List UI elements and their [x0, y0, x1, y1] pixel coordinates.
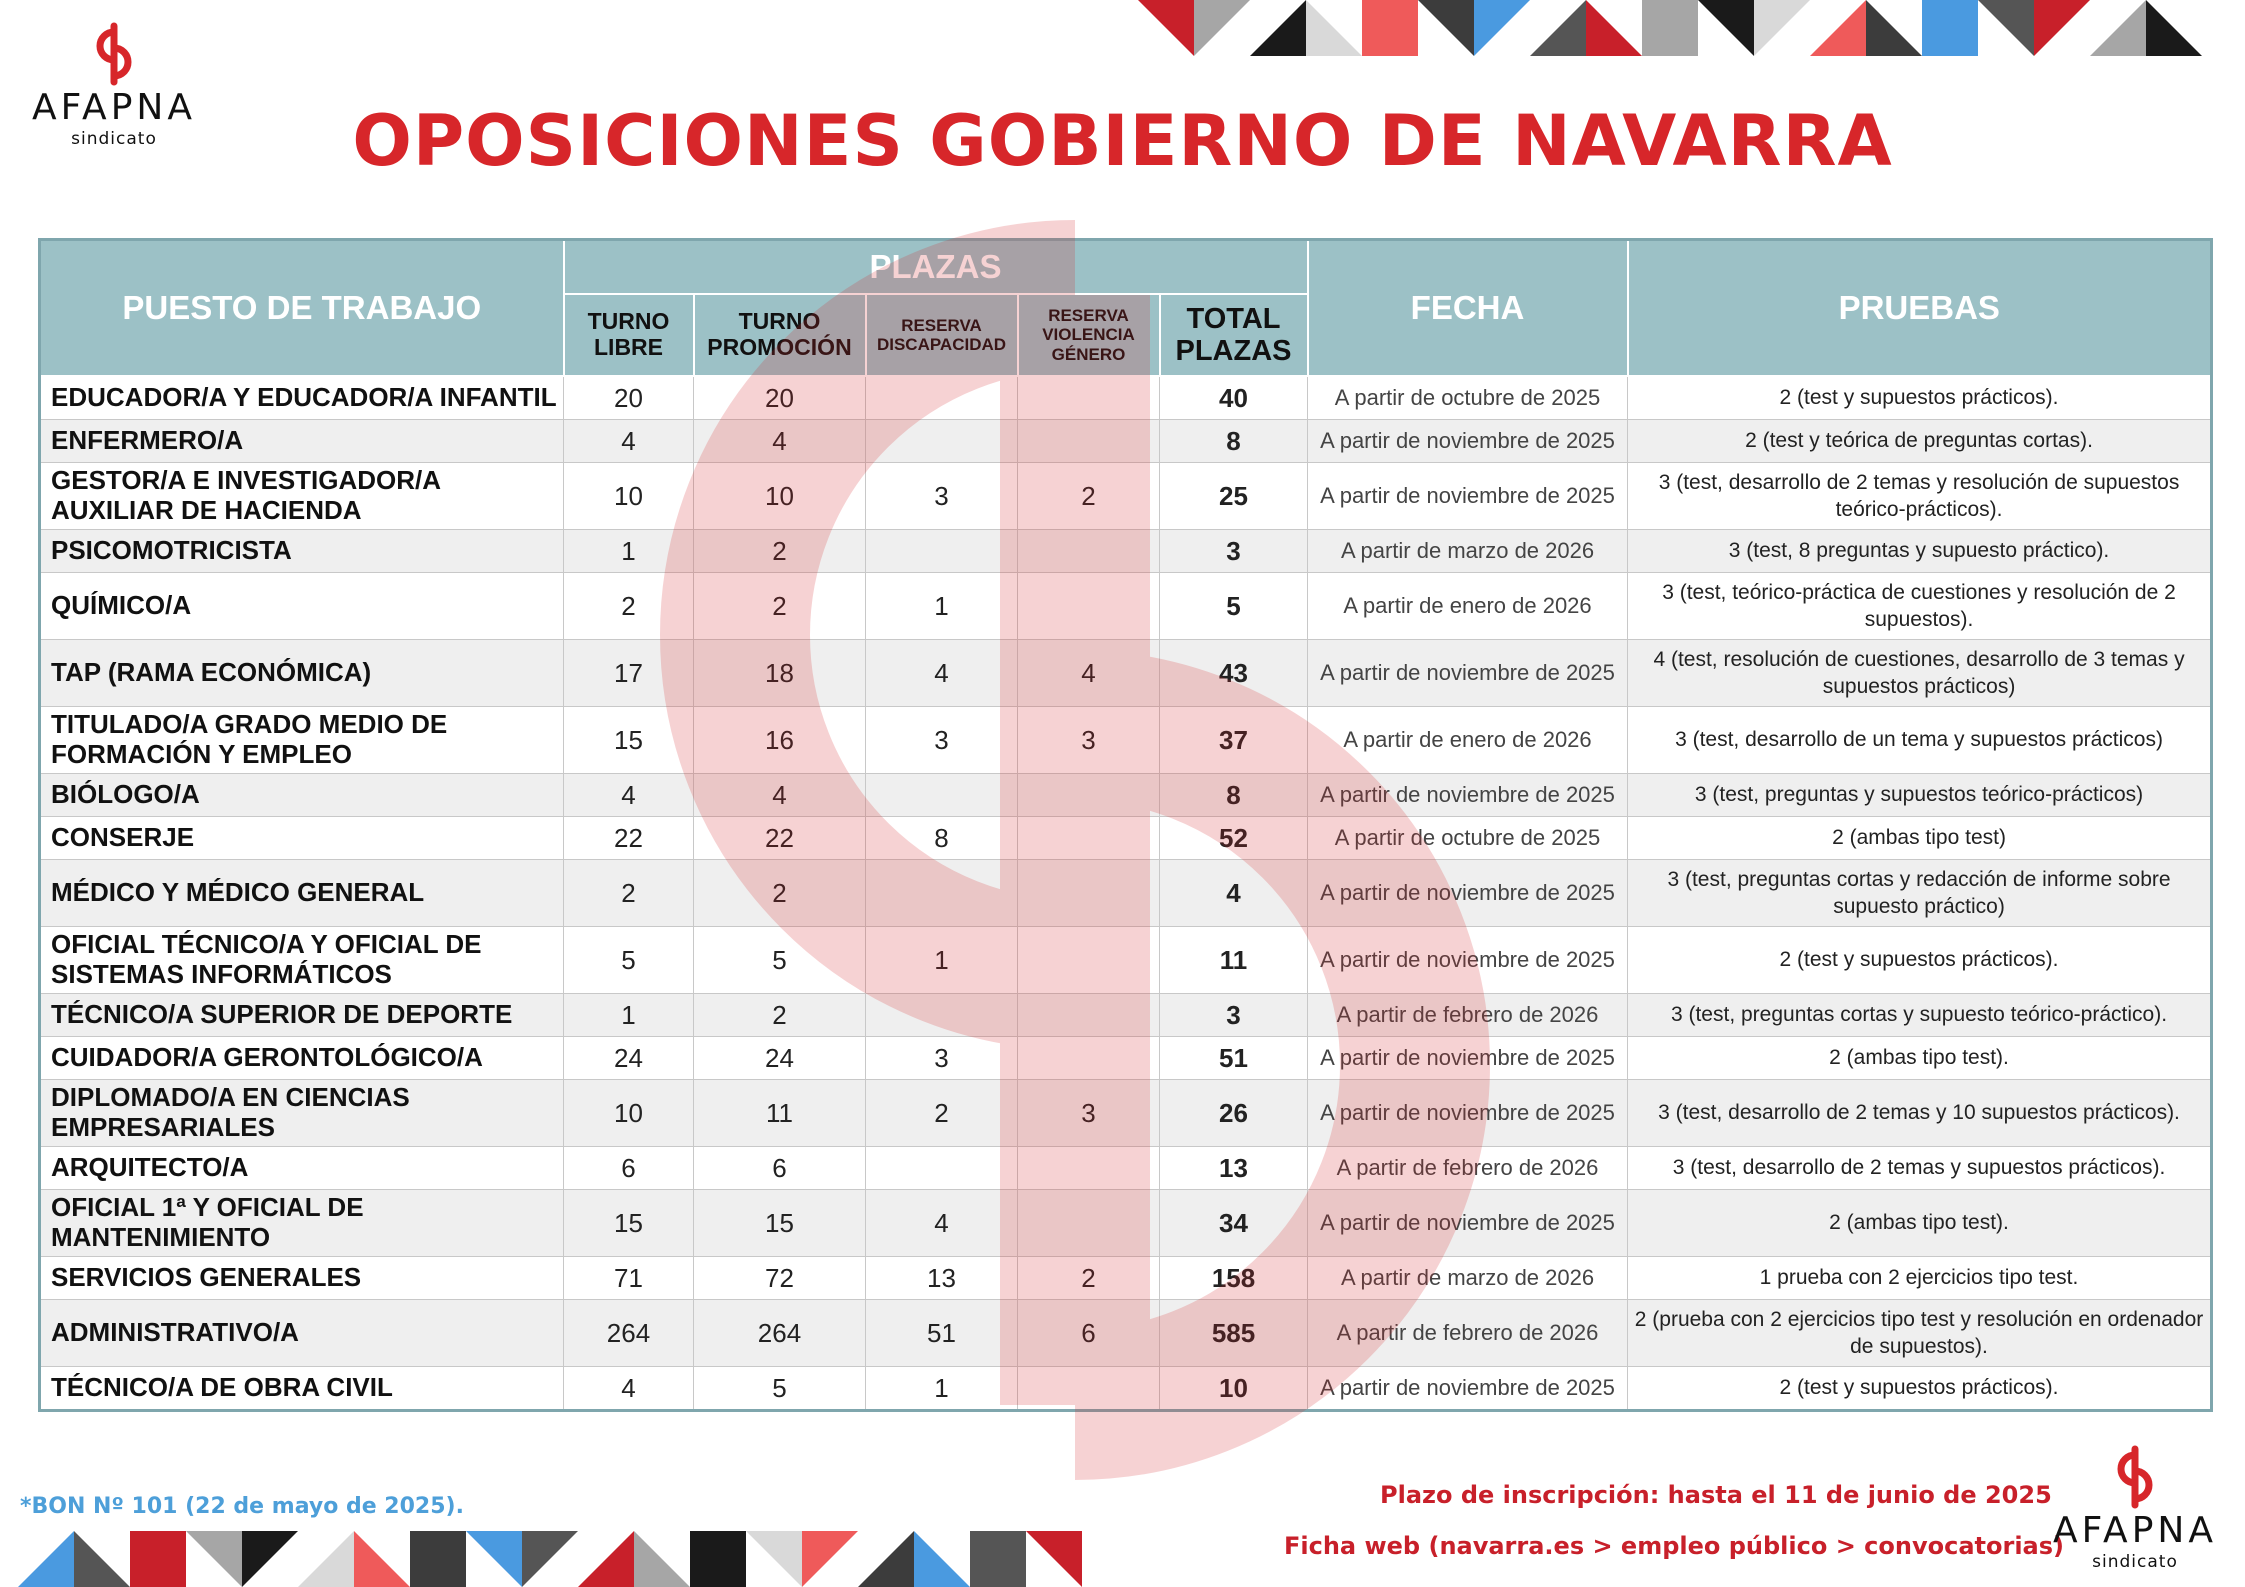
cell-pruebas: 3 (test, desarrollo de 2 temas y 10 supuestos prácticos). — [1628, 1080, 2212, 1147]
cell-reserva-violencia — [1018, 530, 1160, 573]
decorative-tile — [1698, 0, 1754, 56]
cell-fecha: A partir de noviembre de 2025 — [1308, 1037, 1628, 1080]
cell-pruebas: 1 prueba con 2 ejercicios tipo test. — [1628, 1257, 2212, 1300]
table-row — [40, 1257, 2212, 1300]
cell-turno-libre: 20 — [564, 376, 694, 420]
afapna-emblem-icon — [2103, 1445, 2167, 1509]
cell-reserva-violencia — [1018, 927, 1160, 994]
cell-fecha: A partir de febrero de 2026 — [1308, 1300, 1628, 1367]
cell-pruebas: 2 (test y teórica de preguntas cortas). — [1628, 420, 2212, 463]
table-row — [40, 420, 2212, 463]
cell-reserva-discapacidad: 3 — [866, 707, 1018, 774]
decorative-triangle-strip-bottom — [18, 1531, 1082, 1587]
cell-pruebas: 2 (ambas tipo test) — [1628, 817, 2212, 860]
cell-job: MÉDICO Y MÉDICO GENERAL — [40, 860, 564, 927]
cell-turno-libre: 1 — [564, 530, 694, 573]
decorative-tile — [242, 1531, 298, 1587]
cell-turno-promocion: 2 — [694, 530, 866, 573]
cell-turno-libre: 4 — [564, 420, 694, 463]
table-row — [40, 927, 2212, 994]
cell-turno-promocion: 20 — [694, 376, 866, 420]
header-job: PUESTO DE TRABAJO — [40, 240, 564, 377]
decorative-tile — [18, 1531, 74, 1587]
cell-fecha: A partir de noviembre de 2025 — [1308, 1190, 1628, 1257]
table-row — [40, 817, 2212, 860]
cell-turno-libre: 15 — [564, 1190, 694, 1257]
cell-turno-libre: 10 — [564, 1080, 694, 1147]
cell-turno-promocion: 5 — [694, 1367, 866, 1411]
decorative-tile — [1642, 0, 1698, 56]
cell-reserva-discapacidad: 13 — [866, 1257, 1018, 1300]
decorative-tile — [2034, 0, 2090, 56]
cell-reserva-discapacidad: 3 — [866, 463, 1018, 530]
cell-total: 3 — [1160, 530, 1308, 573]
header-pruebas: PRUEBAS — [1628, 240, 2212, 377]
cell-job: OFICIAL TÉCNICO/A Y OFICIAL DE SISTEMAS INFORMÁTICOS — [40, 927, 564, 994]
cell-turno-promocion: 11 — [694, 1080, 866, 1147]
decorative-tile — [1250, 0, 1306, 56]
logo-brand: AFAPNA — [2053, 1510, 2217, 1551]
cell-turno-promocion: 24 — [694, 1037, 866, 1080]
cell-total: 43 — [1160, 640, 1308, 707]
cell-reserva-discapacidad: 8 — [866, 817, 1018, 860]
cell-turno-promocion: 4 — [694, 420, 866, 463]
table-row — [40, 707, 2212, 774]
cell-total: 11 — [1160, 927, 1308, 994]
cell-turno-libre: 15 — [564, 707, 694, 774]
decorative-tile — [298, 1531, 354, 1587]
cell-turno-libre: 6 — [564, 1147, 694, 1190]
table-row — [40, 994, 2212, 1037]
cell-reserva-violencia — [1018, 573, 1160, 640]
cell-reserva-discapacidad — [866, 994, 1018, 1037]
cell-turno-libre: 2 — [564, 860, 694, 927]
table-row — [40, 1367, 2212, 1411]
cell-reserva-violencia: 3 — [1018, 1080, 1160, 1147]
decorative-tile — [354, 1531, 410, 1587]
cell-turno-libre: 5 — [564, 927, 694, 994]
decorative-tile — [74, 1531, 130, 1587]
cell-job: CUIDADOR/A GERONTOLÓGICO/A — [40, 1037, 564, 1080]
decorative-tile — [2146, 0, 2202, 56]
cell-job: OFICIAL 1ª Y OFICIAL DE MANTENIMIENTO — [40, 1190, 564, 1257]
decorative-tile — [1866, 0, 1922, 56]
cell-reserva-violencia: 3 — [1018, 707, 1160, 774]
decorative-tile — [1754, 0, 1810, 56]
cell-fecha: A partir de enero de 2026 — [1308, 573, 1628, 640]
table-row — [40, 1300, 2212, 1367]
cell-total: 13 — [1160, 1147, 1308, 1190]
cell-fecha: A partir de febrero de 2026 — [1308, 1147, 1628, 1190]
table-row — [40, 640, 2212, 707]
cell-turno-promocion: 2 — [694, 860, 866, 927]
inscription-deadline: Plazo de inscripción: hasta el 11 de junio de 2025 — [1380, 1481, 2052, 1509]
cell-turno-promocion: 2 — [694, 573, 866, 640]
cell-reserva-violencia: 6 — [1018, 1300, 1160, 1367]
cell-turno-promocion: 10 — [694, 463, 866, 530]
cell-fecha: A partir de enero de 2026 — [1308, 707, 1628, 774]
decorative-tile — [858, 1531, 914, 1587]
cell-job: QUÍMICO/A — [40, 573, 564, 640]
cell-fecha: A partir de noviembre de 2025 — [1308, 1080, 1628, 1147]
decorative-tile — [1138, 0, 1194, 56]
logo-brand: AFAPNA — [32, 87, 196, 128]
table-row — [40, 376, 2212, 420]
cell-reserva-violencia — [1018, 1190, 1160, 1257]
decorative-tile — [1978, 0, 2034, 56]
cell-turno-promocion: 2 — [694, 994, 866, 1037]
cell-turno-promocion: 22 — [694, 817, 866, 860]
cell-turno-libre: 4 — [564, 1367, 694, 1411]
cell-total: 585 — [1160, 1300, 1308, 1367]
cell-reserva-discapacidad: 4 — [866, 640, 1018, 707]
cell-total: 37 — [1160, 707, 1308, 774]
cell-total: 25 — [1160, 463, 1308, 530]
afapna-emblem-icon — [82, 22, 146, 86]
cell-fecha: A partir de octubre de 2025 — [1308, 817, 1628, 860]
cell-job: TÉCNICO/A SUPERIOR DE DEPORTE — [40, 994, 564, 1037]
cell-job: SERVICIOS GENERALES — [40, 1257, 564, 1300]
decorative-tile — [130, 1531, 186, 1587]
cell-pruebas: 4 (test, resolución de cuestiones, desarrollo de 3 temas y supuestos prácticos) — [1628, 640, 2212, 707]
decorative-tile — [1362, 0, 1418, 56]
cell-fecha: A partir de noviembre de 2025 — [1308, 774, 1628, 817]
cell-fecha: A partir de febrero de 2026 — [1308, 994, 1628, 1037]
cell-total: 5 — [1160, 573, 1308, 640]
cell-reserva-discapacidad: 1 — [866, 1367, 1018, 1411]
cell-pruebas: 3 (test, desarrollo de 2 temas y supuestos prácticos). — [1628, 1147, 2212, 1190]
cell-turno-libre: 264 — [564, 1300, 694, 1367]
cell-total: 3 — [1160, 994, 1308, 1037]
cell-reserva-violencia — [1018, 1037, 1160, 1080]
oposiciones-table — [38, 238, 2213, 1412]
cell-reserva-violencia — [1018, 860, 1160, 927]
cell-total: 52 — [1160, 817, 1308, 860]
cell-pruebas: 2 (prueba con 2 ejercicios tipo test y resolución en ordenador de supuestos). — [1628, 1300, 2212, 1367]
cell-turno-libre: 24 — [564, 1037, 694, 1080]
cell-pruebas: 3 (test, 8 preguntas y supuesto práctico). — [1628, 530, 2212, 573]
table-row — [40, 573, 2212, 640]
cell-reserva-violencia: 2 — [1018, 1257, 1160, 1300]
cell-pruebas: 2 (ambas tipo test). — [1628, 1190, 2212, 1257]
decorative-tile — [1530, 0, 1586, 56]
cell-reserva-violencia — [1018, 420, 1160, 463]
cell-reserva-violencia — [1018, 376, 1160, 420]
cell-pruebas: 2 (test y supuestos prácticos). — [1628, 927, 2212, 994]
decorative-tile — [1418, 0, 1474, 56]
header-reserva-violencia-genero: RESERVA VIOLENCIA GÉNERO — [1018, 294, 1160, 376]
cell-turno-promocion: 16 — [694, 707, 866, 774]
cell-turno-promocion: 15 — [694, 1190, 866, 1257]
header-total-plazas: TOTAL PLAZAS — [1160, 294, 1308, 376]
cell-job: PSICOMOTRICISTA — [40, 530, 564, 573]
cell-job: GESTOR/A E INVESTIGADOR/A AUXILIAR DE HACIENDA — [40, 463, 564, 530]
decorative-tile — [1922, 0, 1978, 56]
decorative-tile — [914, 1531, 970, 1587]
afapna-logo-bottom — [2040, 1445, 2230, 1572]
cell-total: 8 — [1160, 774, 1308, 817]
cell-reserva-discapacidad: 1 — [866, 573, 1018, 640]
table-row — [40, 1147, 2212, 1190]
decorative-tile — [1026, 1531, 1082, 1587]
cell-reserva-violencia — [1018, 1147, 1160, 1190]
header-turno-promocion: TURNO PROMOCIÓN — [694, 294, 866, 376]
cell-reserva-violencia: 4 — [1018, 640, 1160, 707]
decorative-tile — [1306, 0, 1362, 56]
cell-turno-promocion: 18 — [694, 640, 866, 707]
cell-pruebas: 3 (test, preguntas cortas y supuesto teórico-práctico). — [1628, 994, 2212, 1037]
cell-turno-promocion: 6 — [694, 1147, 866, 1190]
cell-total: 158 — [1160, 1257, 1308, 1300]
cell-turno-libre: 71 — [564, 1257, 694, 1300]
cell-pruebas: 3 (test, preguntas y supuestos teórico-prácticos) — [1628, 774, 2212, 817]
cell-fecha: A partir de noviembre de 2025 — [1308, 420, 1628, 463]
cell-job: TAP (RAMA ECONÓMICA) — [40, 640, 564, 707]
cell-fecha: A partir de noviembre de 2025 — [1308, 1367, 1628, 1411]
cell-reserva-discapacidad — [866, 860, 1018, 927]
cell-job: DIPLOMADO/A EN CIENCIAS EMPRESARIALES — [40, 1080, 564, 1147]
cell-reserva-violencia — [1018, 1367, 1160, 1411]
decorative-tile — [634, 1531, 690, 1587]
cell-turno-libre: 4 — [564, 774, 694, 817]
logo-subtitle: sindicato — [2092, 1552, 2178, 1572]
header-turno-libre: TURNO LIBRE — [564, 294, 694, 376]
cell-job: EDUCADOR/A Y EDUCADOR/A INFANTIL — [40, 376, 564, 420]
table-row — [40, 530, 2212, 573]
page-title: OPOSICIONES GOBIERNO DE NAVARRA — [352, 100, 1893, 182]
logo-subtitle: sindicato — [71, 129, 157, 149]
cell-fecha: A partir de marzo de 2026 — [1308, 530, 1628, 573]
cell-turno-promocion: 72 — [694, 1257, 866, 1300]
header-plazas: PLAZAS — [564, 240, 1308, 295]
cell-job: CONSERJE — [40, 817, 564, 860]
cell-pruebas: 3 (test, preguntas cortas y redacción de informe sobre supuesto práctico) — [1628, 860, 2212, 927]
header-reserva-discapacidad: RESERVA DISCAPACIDAD — [866, 294, 1018, 376]
cell-total: 34 — [1160, 1190, 1308, 1257]
cell-job: ARQUITECTO/A — [40, 1147, 564, 1190]
decorative-tile — [746, 1531, 802, 1587]
cell-total: 26 — [1160, 1080, 1308, 1147]
cell-turno-libre: 22 — [564, 817, 694, 860]
cell-fecha: A partir de noviembre de 2025 — [1308, 640, 1628, 707]
cell-reserva-violencia — [1018, 774, 1160, 817]
cell-job: TÉCNICO/A DE OBRA CIVIL — [40, 1367, 564, 1411]
cell-total: 8 — [1160, 420, 1308, 463]
cell-job: TITULADO/A GRADO MEDIO DE FORMACIÓN Y EMPLEO — [40, 707, 564, 774]
web-reference: Ficha web (navarra.es > empleo público > convocatorias) — [1284, 1532, 2064, 1560]
cell-total: 40 — [1160, 376, 1308, 420]
cell-turno-libre: 1 — [564, 994, 694, 1037]
cell-total: 4 — [1160, 860, 1308, 927]
cell-turno-libre: 2 — [564, 573, 694, 640]
bon-reference-note: *BON Nº 101 (22 de mayo de 2025). — [20, 1494, 464, 1519]
cell-reserva-discapacidad — [866, 774, 1018, 817]
decorative-tile — [1810, 0, 1866, 56]
cell-reserva-discapacidad: 2 — [866, 1080, 1018, 1147]
table-row — [40, 774, 2212, 817]
decorative-tile — [466, 1531, 522, 1587]
decorative-tile — [802, 1531, 858, 1587]
cell-pruebas: 3 (test, desarrollo de 2 temas y resolución de supuestos teórico-prácticos). — [1628, 463, 2212, 530]
table-row — [40, 1037, 2212, 1080]
cell-reserva-discapacidad — [866, 376, 1018, 420]
oposiciones-table-container — [38, 238, 2210, 1412]
decorative-tile — [1474, 0, 1530, 56]
cell-fecha: A partir de noviembre de 2025 — [1308, 860, 1628, 927]
cell-pruebas: 3 (test, desarrollo de un tema y supuestos prácticos) — [1628, 707, 2212, 774]
cell-turno-libre: 17 — [564, 640, 694, 707]
cell-fecha: A partir de noviembre de 2025 — [1308, 927, 1628, 994]
cell-reserva-discapacidad: 1 — [866, 927, 1018, 994]
decorative-tile — [410, 1531, 466, 1587]
cell-reserva-violencia — [1018, 994, 1160, 1037]
cell-pruebas: 3 (test, teórico-práctica de cuestiones y resolución de 2 supuestos). — [1628, 573, 2212, 640]
cell-total: 10 — [1160, 1367, 1308, 1411]
decorative-tile — [2090, 0, 2146, 56]
cell-pruebas: 2 (test y supuestos prácticos). — [1628, 1367, 2212, 1411]
cell-reserva-violencia: 2 — [1018, 463, 1160, 530]
table-row — [40, 860, 2212, 927]
table-row — [40, 1080, 2212, 1147]
cell-turno-promocion: 4 — [694, 774, 866, 817]
cell-reserva-discapacidad — [866, 530, 1018, 573]
decorative-tile — [970, 1531, 1026, 1587]
cell-reserva-violencia — [1018, 817, 1160, 860]
cell-turno-promocion: 5 — [694, 927, 866, 994]
cell-job: BIÓLOGO/A — [40, 774, 564, 817]
cell-fecha: A partir de octubre de 2025 — [1308, 376, 1628, 420]
decorative-tile — [186, 1531, 242, 1587]
cell-job: ADMINISTRATIVO/A — [40, 1300, 564, 1367]
cell-job: ENFERMERO/A — [40, 420, 564, 463]
decorative-tile — [690, 1531, 746, 1587]
cell-fecha: A partir de marzo de 2026 — [1308, 1257, 1628, 1300]
cell-turno-libre: 10 — [564, 463, 694, 530]
cell-turno-promocion: 264 — [694, 1300, 866, 1367]
decorative-tile — [1194, 0, 1250, 56]
cell-reserva-discapacidad: 51 — [866, 1300, 1018, 1367]
decorative-tile — [578, 1531, 634, 1587]
table-row — [40, 463, 2212, 530]
cell-reserva-discapacidad: 3 — [866, 1037, 1018, 1080]
cell-reserva-discapacidad — [866, 1147, 1018, 1190]
cell-reserva-discapacidad — [866, 420, 1018, 463]
decorative-triangle-strip-top — [1138, 0, 2202, 56]
cell-fecha: A partir de noviembre de 2025 — [1308, 463, 1628, 530]
decorative-tile — [522, 1531, 578, 1587]
cell-pruebas: 2 (test y supuestos prácticos). — [1628, 376, 2212, 420]
decorative-tile — [1586, 0, 1642, 56]
cell-pruebas: 2 (ambas tipo test). — [1628, 1037, 2212, 1080]
cell-reserva-discapacidad: 4 — [866, 1190, 1018, 1257]
header-fecha: FECHA — [1308, 240, 1628, 377]
cell-total: 51 — [1160, 1037, 1308, 1080]
table-row — [40, 1190, 2212, 1257]
